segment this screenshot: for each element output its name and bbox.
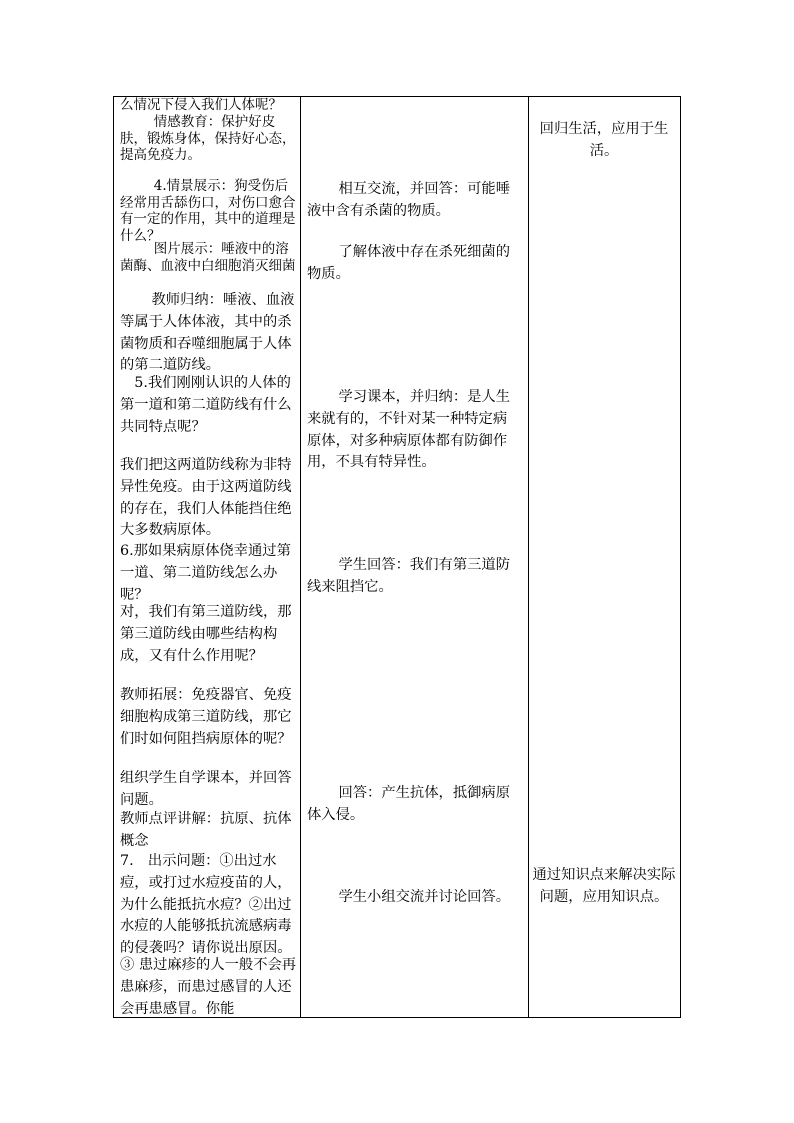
intent-text-1: 回归生活，应用于生活。: [539, 121, 669, 159]
teacher-text-9: 对，我们有第三道防线，那第三道防线由哪些结构构成，又有什么作用呢？: [120, 604, 292, 664]
teacher-text-4: 图片展示：唾液中的溶菌酶、血液中白细胞消灭细菌: [120, 241, 296, 274]
teacher-text-7: 我们把这两道防线称为非特异性免疫。由于这两道防线的存在，我们人体能挡住绝大多数病原体。: [120, 457, 292, 539]
teacher-text-2: 情感教育：保护好皮肤，锻炼身体，保持好心态，提高免疫力。: [120, 114, 296, 163]
teacher-text-5: 教师归纳：唾液、血液等属于人体体液，其中的杀菌物质和吞噬细胞属于人体的第二道防线。: [120, 292, 295, 374]
teacher-activity-cell: [120, 97, 300, 1017]
teacher-text-8: 6.那如果病原体侥幸通过第一道、第二道防线怎么办呢？: [120, 543, 291, 603]
teacher-text-10: 教师拓展：免疫器官、免疫细胞构成第三道防线，那它们时如何阻挡病原体的呢？: [120, 687, 292, 747]
student-text-6: 学生小组交流并讨论回答。: [338, 889, 511, 905]
teacher-text-14: ③ 患过麻疹的人一般不会再患麻疹，而患过感冒的人还会再患感冒。你能: [120, 957, 297, 1017]
lesson-plan-table: [113, 96, 681, 1018]
student-text-3: 学习课本，并归纳：是人生来就有的，不针对某一种特定病原体，对多种病原体都有防御作用，不具有特异性。: [307, 389, 511, 471]
teacher-text-3: 4.情景展示：狗受伤后经常用舌舔伤口，对伤口愈合有一定的作用，其中的道理是什么？: [120, 178, 296, 244]
column-divider-1: [300, 97, 301, 1017]
design-intent-cell: [529, 97, 679, 1017]
student-activity-cell: [307, 97, 519, 1017]
student-text-2: 了解体液中存在杀死细菌的物质。: [307, 244, 511, 282]
student-text-5: 回答：产生抗体，抵御病原体入侵。: [307, 785, 511, 823]
intent-text-2: 通过知识点来解决实际问题，应用知识点。: [532, 867, 676, 905]
teacher-text-11: 组织学生自学课本，并回答问题。: [120, 770, 292, 808]
teacher-text-12: 教师点评讲解：抗原、抗体概念: [120, 811, 292, 849]
teacher-text-1: 么情况下侵入我们人体呢？: [120, 97, 282, 113]
student-text-1: 相互交流，并回答：可能唾液中含有杀菌的物质。: [307, 181, 511, 219]
teacher-text-6: 5.我们刚刚认识的人体的第一道和第二道防线有什么共同特点呢？: [120, 375, 292, 435]
teacher-text-13: 7. 出示问题：①出过水痘，或打过水痘疫苗的人，为什么能抵抗水痘？②出过水痘的人能够抵抗流感病毒的侵袭吗？请你说出原因。: [120, 853, 292, 957]
student-text-4: 学生回答：我们有第三道防线来阻挡它。: [307, 557, 511, 595]
